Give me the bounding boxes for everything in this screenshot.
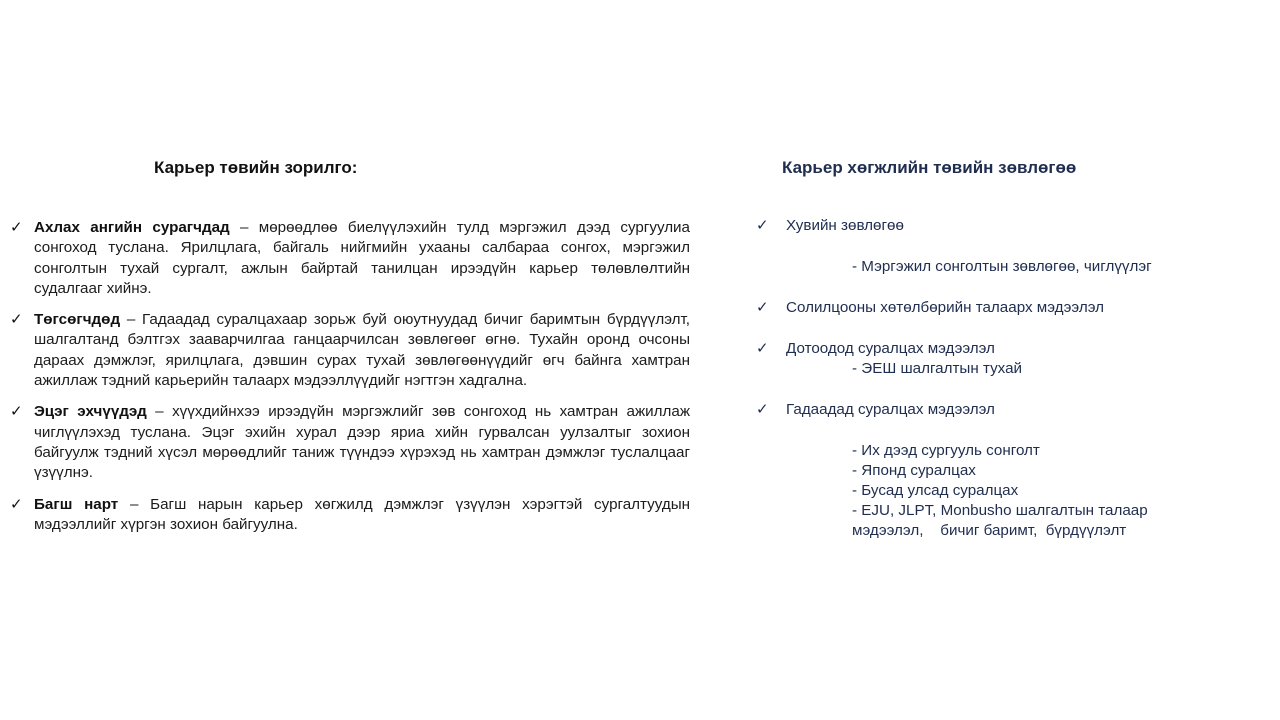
list-item-lead: Төгсөгчдөд [34,311,121,329]
list-item-lead: Эцэг эхчүүдэд [34,403,147,421]
check-icon: ✓ [756,401,769,418]
list-item-body: – Багш нарын карьер хөгжилд дэмжлэг үзүүлэн хэрэгтэй сургалтуудын мэдээллийг хүргэн зохион байгуулна. [34,495,691,533]
list-item-text [34,402,690,483]
advice-item-abroad [756,400,1256,420]
advice-subitem: - Их дээд сургууль сонголт [852,442,1040,459]
advice-label: Хувийн зөвлөгөө [786,217,904,234]
list-item-text [34,310,690,391]
list-item [10,218,690,299]
list-item-lead: Багш нарт [34,495,119,513]
advice-subitem: - EJU, JLPT, Monbusho шалгалтын талаар [852,502,1148,519]
right-heading: Карьер хөгжлийн төвийн зөвлөгөө [782,158,1077,177]
check-icon: ✓ [10,495,23,513]
check-icon: ✓ [10,219,23,236]
check-icon: ✓ [10,311,23,329]
list-item [10,310,690,391]
advice-subitem: - Японд суралцах [852,462,976,479]
advice-list [756,216,1256,541]
check-icon: ✓ [756,340,769,357]
list-item-text [34,495,690,536]
list-item-text [34,218,690,299]
advice-item-personal [756,216,1256,236]
advice-item-exchange [756,298,1256,318]
advice-subitem: - Бусад улсад суралцах [852,482,1019,499]
advice-label: Солилцооны хөтөлбөрийн талаарх мэдээлэл [786,299,1104,316]
advice-subitem: - Мэргэжил сонголтын зөвлөгөө, чиглүүлэг [852,258,1152,275]
list-item-body: – хүүхдийнхээ ирээдүйн мэргэжлийг зөв сонгоход нь хамтран ажиллаж чиглүүлэхэд туслана. Эцэг эхийн хурал дээр яриа хийн гурвалсан уулзалтыг зохион байгуулж тэдний хүсэл мөрөөдлийг таниж түүндээ хүрэхэд нь хамтран дэмжлэг туслалцааг үзүүлнэ. [34,403,690,482]
check-icon: ✓ [756,299,769,316]
list-item-body: – Гадаадад суралцахаар зорьж буй оюутнуудад бичиг баримтын бүрдүүлэлт, шалгалтанд бэлтгэх зааварчилгаа ганцаарчилсан зөвлөгөөг өгнө. Тухайн оронд очсоны дараах дэмжлэг, ярилцлага, дэвшин сурах тухай зөвлөгөөнүүдийг өгч байнга хамтран ажиллаж тэдний карьерийн талаарх мэдээллүүдийг нэгтгэн хадгална. [34,311,690,390]
list-item [10,402,690,483]
check-icon: ✓ [10,403,23,421]
list-item-lead: Ахлах ангийн сурагчдад [34,219,230,236]
advice-item-domestic [756,339,1256,359]
check-icon: ✓ [756,217,769,234]
advice-label: Гадаадад суралцах мэдээлэл [786,401,995,418]
advice-label: Дотоодод суралцах мэдээлэл [786,340,995,357]
left-heading: Карьер төвийн зорилго: [154,158,358,177]
advice-subitem: - ЭЕШ шалгалтын тухай [852,360,1023,377]
goals-list [10,218,690,546]
list-item [10,495,690,536]
list-item-body: – мөрөөдлөө биелүүлэхийн тулд мэргэжил дээд сургуулиа сонгоход туслана. Ярилцлага, байгаль нийгмийн ухааны салбараа сонгох, мэргэжил сонголтын тухай сургалт, ажлын байртай танилцан ирээдүйн карьер төлөвлөлтийн судалгааг хийнэ. [34,219,690,297]
advice-subitem: мэдээлэл, бичиг баримт, бүрдүүлэлт [852,522,1127,539]
